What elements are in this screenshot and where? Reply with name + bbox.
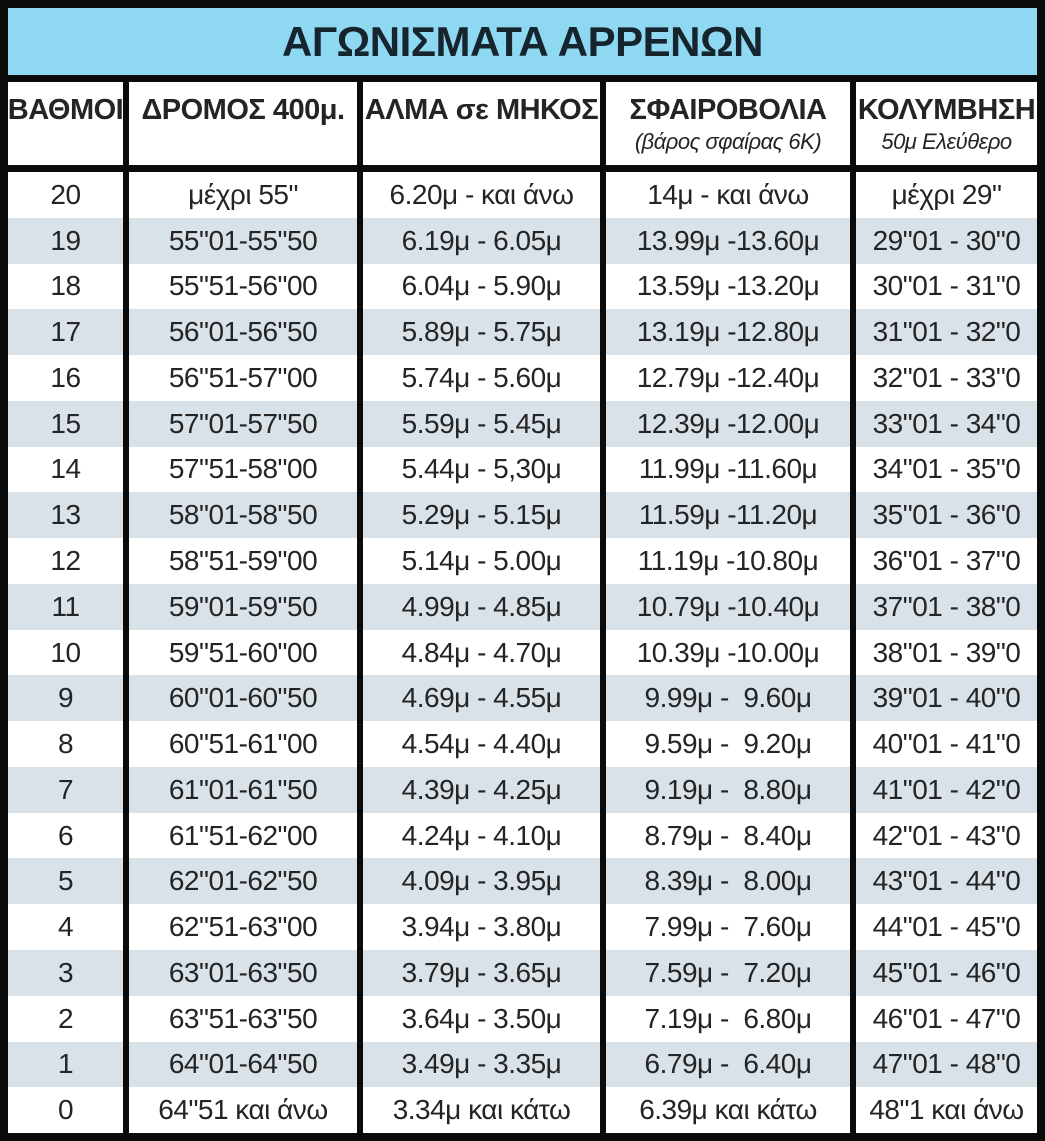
points-cell: 18: [50, 270, 81, 302]
column-header-long-jump: [357, 82, 600, 165]
table-row: [8, 218, 1037, 264]
table-row: [8, 813, 1037, 859]
swimming-cell: 46"01 - 47"0: [850, 996, 1037, 1042]
long-jump-cell: 5.14μ - 5.00μ: [357, 538, 600, 584]
run-400m-cell: 55"01-55"50: [123, 218, 357, 264]
table-row: [8, 538, 1037, 584]
table-row: [8, 630, 1037, 676]
points-cell: 1: [57, 1048, 74, 1080]
table-row: [8, 904, 1037, 950]
long-jump-cell: 4.24μ - 4.10μ: [357, 813, 600, 859]
run-400m-cell: 59"51-60"00: [123, 630, 357, 676]
table-row: [8, 721, 1037, 767]
table-row: [8, 996, 1037, 1042]
shot-put-cell: 7.19μ - 6.80μ: [600, 996, 850, 1042]
shot-put-cell: 8.79μ - 8.40μ: [600, 813, 850, 859]
swimming-cell: 34"01 - 35"0: [850, 447, 1037, 493]
long-jump-cell: 4.39μ - 4.25μ: [357, 767, 600, 813]
points-cell: 10: [50, 636, 81, 668]
shot-put-cell: 13.59μ -13.20μ: [600, 264, 850, 310]
long-jump-cell: 5.29μ - 5.15μ: [357, 492, 600, 538]
run-400m-cell: 56"51-57"00: [123, 355, 357, 401]
table-row: [8, 950, 1037, 996]
run-400m-cell: 64"01-64"50: [123, 1042, 357, 1088]
run-400m-cell: 57"01-57"50: [123, 401, 357, 447]
long-jump-cell: 4.54μ - 4.40μ: [357, 721, 600, 767]
points-cell: 19: [50, 224, 81, 256]
run-400m-cell: 55"51-56"00: [123, 264, 357, 310]
table-row: [8, 858, 1037, 904]
long-jump-cell: 4.09μ - 3.95μ: [357, 858, 600, 904]
shot-put-cell: 14μ - και άνω: [600, 172, 850, 218]
points-cell: 5: [57, 865, 74, 897]
run-400m-cell: 62"01-62"50: [123, 858, 357, 904]
points-cell: 13: [50, 499, 81, 531]
long-jump-cell: 5.89μ - 5.75μ: [357, 309, 600, 355]
points-cell: 6: [57, 819, 74, 851]
points-cell: 12: [50, 545, 81, 576]
swimming-cell: 45"01 - 46"0: [850, 950, 1037, 996]
run-400m-cell: 56"01-56"50: [123, 309, 357, 355]
run-400m-cell: 61"51-62"00: [123, 813, 357, 859]
shot-put-cell: 13.99μ -13.60μ: [600, 218, 850, 264]
long-jump-cell: 3.49μ - 3.35μ: [357, 1042, 600, 1088]
table-row: [8, 172, 1037, 218]
run-400m-cell: 62"51-63"00: [123, 904, 357, 950]
long-jump-cell: 3.79μ - 3.65μ: [357, 950, 600, 996]
swimming-cell: 41"01 - 42"0: [850, 767, 1037, 813]
swimming-cell: 31"01 - 32"0: [850, 309, 1037, 355]
swimming-cell: 32"01 - 33"0: [850, 355, 1037, 401]
long-jump-cell: 4.69μ - 4.55μ: [357, 675, 600, 721]
points-cell: 20: [50, 178, 81, 210]
shot-put-cell: 10.39μ -10.00μ: [600, 630, 850, 676]
shot-put-cell: 6.79μ - 6.40μ: [600, 1042, 850, 1088]
points-cell: 16: [50, 361, 81, 393]
run-400m-cell: 61"01-61"50: [123, 767, 357, 813]
column-header-swimming: [850, 82, 1037, 165]
points-cell: 0: [57, 1094, 74, 1126]
column-sublabel-swimming: 50μ Ελεύθερο: [881, 128, 1012, 154]
table-row: [8, 309, 1037, 355]
points-cell: 4: [57, 911, 74, 943]
long-jump-cell: 4.99μ - 4.85μ: [357, 584, 600, 630]
column-label-run-400m: ΔΡΟΜΟΣ 400μ.: [141, 94, 345, 127]
shot-put-cell: 9.19μ - 8.80μ: [600, 767, 850, 813]
table-row: [8, 264, 1037, 310]
shot-put-cell: 8.39μ - 8.00μ: [600, 858, 850, 904]
table-body: [8, 172, 1037, 1133]
run-400m-cell: μέχρι 55": [123, 172, 357, 218]
table-row: [8, 492, 1037, 538]
run-400m-cell: 60"51-61"00: [123, 721, 357, 767]
shot-put-cell: 9.99μ - 9.60μ: [600, 675, 850, 721]
long-jump-cell: 6.04μ - 5.90μ: [357, 264, 600, 310]
long-jump-cell: 3.34μ και κάτω: [357, 1087, 600, 1133]
points-cell: 3: [57, 956, 74, 988]
table-title: ΑΓΩΝΙΣΜΑΤΑ ΑΡΡΕΝΩΝ: [8, 8, 1037, 82]
points-cell: 9: [57, 682, 74, 714]
shot-put-cell: 11.99μ -11.60μ: [600, 447, 850, 493]
long-jump-cell: 5.74μ - 5.60μ: [357, 355, 600, 401]
long-jump-cell: 3.94μ - 3.80μ: [357, 904, 600, 950]
points-cell: 8: [57, 728, 74, 760]
shot-put-cell: 9.59μ - 9.20μ: [600, 721, 850, 767]
header-row: [8, 82, 1037, 172]
shot-put-cell: 11.59μ -11.20μ: [600, 492, 850, 538]
swimming-cell: 44"01 - 45"0: [850, 904, 1037, 950]
table-row: [8, 447, 1037, 493]
shot-put-cell: 7.99μ - 7.60μ: [600, 904, 850, 950]
run-400m-cell: 64"51 και άνω: [123, 1087, 357, 1133]
swimming-cell: 30"01 - 31"0: [850, 264, 1037, 310]
table-row: [8, 355, 1037, 401]
points-cell: 11: [51, 590, 80, 622]
swimming-cell: 43"01 - 44"0: [850, 858, 1037, 904]
swimming-cell: 38"01 - 39"0: [850, 630, 1037, 676]
swimming-cell: 35"01 - 36"0: [850, 492, 1037, 538]
column-header-run-400m: [123, 82, 357, 165]
swimming-cell: 29"01 - 30"0: [850, 218, 1037, 264]
column-sublabel-shot-put: (βάρος σφαίρας 6K): [634, 128, 822, 154]
run-400m-cell: 63"51-63"50: [123, 996, 357, 1042]
shot-put-cell: 10.79μ -10.40μ: [600, 584, 850, 630]
table-row: [8, 1087, 1037, 1133]
swimming-cell: 33"01 - 34"0: [850, 401, 1037, 447]
long-jump-cell: 5.59μ - 5.45μ: [357, 401, 600, 447]
shot-put-cell: 12.79μ -12.40μ: [600, 355, 850, 401]
points-cell: 15: [50, 407, 81, 439]
column-header-points: [8, 82, 123, 165]
points-cell: 7: [57, 773, 74, 805]
shot-put-cell: 11.19μ -10.80μ: [600, 538, 850, 584]
run-400m-cell: 60"01-60"50: [123, 675, 357, 721]
swimming-cell: 42"01 - 43"0: [850, 813, 1037, 859]
swimming-cell: 47"01 - 48"0: [850, 1042, 1037, 1088]
table-row: [8, 675, 1037, 721]
table-row: [8, 401, 1037, 447]
long-jump-cell: 4.84μ - 4.70μ: [357, 630, 600, 676]
column-label-points: ΒΑΘΜΟΙ: [7, 94, 124, 127]
swimming-cell: 48"1 και άνω: [850, 1087, 1037, 1133]
table-row: [8, 767, 1037, 813]
run-400m-cell: 57"51-58"00: [123, 447, 357, 493]
shot-put-cell: 13.19μ -12.80μ: [600, 309, 850, 355]
points-cell: 17: [50, 316, 81, 348]
points-cell: 2: [57, 1002, 74, 1034]
column-label-swimming: ΚΟΛΥΜΒΗΣΗ: [857, 94, 1036, 127]
swimming-cell: 40"01 - 41"0: [850, 721, 1037, 767]
run-400m-cell: 58"01-58"50: [123, 492, 357, 538]
column-header-shot-put: [600, 82, 850, 165]
shot-put-cell: 12.39μ -12.00μ: [600, 401, 850, 447]
column-label-shot-put: ΣΦΑΙΡΟΒΟΛΙΑ: [629, 94, 827, 127]
column-label-long-jump: ΑΛΜΑ σε ΜΗΚΟΣ: [364, 94, 599, 127]
long-jump-cell: 3.64μ - 3.50μ: [357, 996, 600, 1042]
table-row: [8, 1042, 1037, 1088]
swimming-cell: 37"01 - 38"0: [850, 584, 1037, 630]
run-400m-cell: 63"01-63"50: [123, 950, 357, 996]
table-row: [8, 584, 1037, 630]
swimming-cell: 36"01 - 37"0: [850, 538, 1037, 584]
run-400m-cell: 59"01-59"50: [123, 584, 357, 630]
run-400m-cell: 58"51-59"00: [123, 538, 357, 584]
long-jump-cell: 5.44μ - 5,30μ: [357, 447, 600, 493]
points-cell: 14: [50, 453, 81, 485]
swimming-cell: μέχρι 29": [850, 172, 1037, 218]
long-jump-cell: 6.20μ - και άνω: [357, 172, 600, 218]
long-jump-cell: 6.19μ - 6.05μ: [357, 218, 600, 264]
shot-put-cell: 7.59μ - 7.20μ: [600, 950, 850, 996]
swimming-cell: 39"01 - 40"0: [850, 675, 1037, 721]
shot-put-cell: 6.39μ και κάτω: [600, 1087, 850, 1133]
